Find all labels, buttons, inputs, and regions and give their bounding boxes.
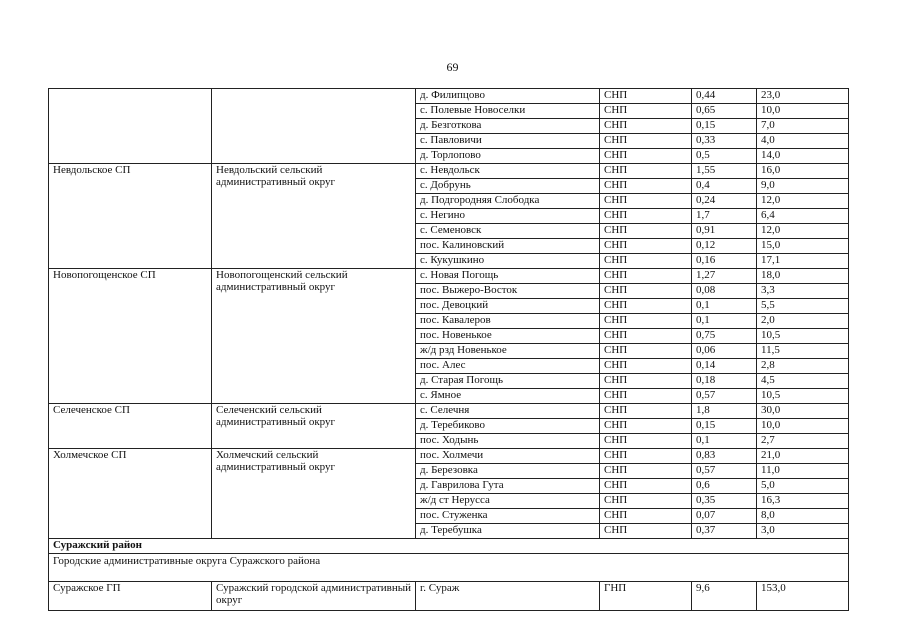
place-cell: д. Безготкова [416,119,600,134]
type-cell: СНП [600,149,692,164]
type-cell: СНП [600,284,692,299]
distance-cell: 9,0 [757,179,849,194]
type-cell: СНП [600,194,692,209]
area-cell: 0,12 [692,239,757,254]
type-cell: СНП [600,494,692,509]
area-cell: 0,1 [692,434,757,449]
place-cell: с. Невдольск [416,164,600,179]
section-title: Суражский район [49,539,849,554]
table-row [49,89,849,104]
place-cell: с. Негино [416,209,600,224]
place-cell: пос. Холмечи [416,449,600,464]
type-cell: СНП [600,179,692,194]
area-cell: 0,08 [692,284,757,299]
distance-cell: 15,0 [757,239,849,254]
type-cell: СНП [600,269,692,284]
settlement-name-cell: Суражское ГП [49,582,212,611]
place-cell: с. Новая Погощь [416,269,600,284]
distance-cell: 10,5 [757,389,849,404]
table-row [49,164,849,179]
area-cell: 0,33 [692,134,757,149]
type-cell: СНП [600,239,692,254]
settlement-name-cell: Новопогощенское СП [49,269,212,404]
place-cell: д. Старая Погощь [416,374,600,389]
type-cell: СНП [600,449,692,464]
distance-cell: 8,0 [757,509,849,524]
type-cell: СНП [600,359,692,374]
admin-okrug-cell: Холмечский сельский административный округ [212,449,416,539]
type-cell: СНП [600,524,692,539]
type-cell: СНП [600,164,692,179]
distance-cell: 2,7 [757,434,849,449]
distance-cell: 30,0 [757,404,849,419]
type-cell: СНП [600,224,692,239]
distance-cell: 12,0 [757,194,849,209]
settlement-name-cell: Невдольское СП [49,164,212,269]
area-cell: 9,6 [692,582,757,611]
admin-okrug-cell: Невдольский сельский административный округ [212,164,416,269]
area-cell: 0,91 [692,224,757,239]
place-cell: с. Кукушкино [416,254,600,269]
place-cell: пос. Стуженка [416,509,600,524]
table-row [49,404,849,419]
distance-cell: 11,5 [757,344,849,359]
place-cell: с. Павловичи [416,134,600,149]
type-cell: ГНП [600,582,692,611]
place-cell: д. Филипцово [416,89,600,104]
type-cell: СНП [600,299,692,314]
distance-cell: 12,0 [757,224,849,239]
settlement-name-cell [49,89,212,164]
distance-cell: 10,5 [757,329,849,344]
distance-cell: 16,3 [757,494,849,509]
type-cell: СНП [600,89,692,104]
subsection-title: Городские административные округа Суражского района [49,554,849,582]
distance-cell: 2,0 [757,314,849,329]
distance-cell: 16,0 [757,164,849,179]
area-cell: 0,16 [692,254,757,269]
distance-cell: 7,0 [757,119,849,134]
area-cell: 0,75 [692,329,757,344]
place-cell: д. Березовка [416,464,600,479]
distance-cell: 5,5 [757,299,849,314]
place-cell: ж/д ст Нерусса [416,494,600,509]
area-cell: 0,6 [692,479,757,494]
area-cell: 0,07 [692,509,757,524]
type-cell: СНП [600,119,692,134]
place-cell: пос. Новенькое [416,329,600,344]
type-cell: СНП [600,464,692,479]
type-cell: СНП [600,344,692,359]
area-cell: 0,4 [692,179,757,194]
type-cell: СНП [600,104,692,119]
distance-cell: 3,0 [757,524,849,539]
area-cell: 0,57 [692,389,757,404]
place-cell: ж/д рзд Новенькое [416,344,600,359]
place-cell: с. Селечня [416,404,600,419]
area-cell: 1,8 [692,404,757,419]
distance-cell: 153,0 [757,582,849,611]
area-cell: 0,65 [692,104,757,119]
area-cell: 0,18 [692,374,757,389]
area-cell: 1,55 [692,164,757,179]
area-cell: 0,37 [692,524,757,539]
distance-cell: 11,0 [757,464,849,479]
settlement-name-cell: Селеченское СП [49,404,212,449]
settlement-name-cell: Холмечское СП [49,449,212,539]
distance-cell: 21,0 [757,449,849,464]
area-cell: 0,15 [692,419,757,434]
place-cell: с. Полевые Новоселки [416,104,600,119]
table-row [49,269,849,284]
page-number: 69 [446,60,459,74]
distance-cell: 6,4 [757,209,849,224]
area-cell: 0,14 [692,359,757,374]
distance-cell: 23,0 [757,89,849,104]
area-cell: 0,1 [692,299,757,314]
area-cell: 0,5 [692,149,757,164]
distance-cell: 2,8 [757,359,849,374]
admin-okrug-cell: Селеченский сельский административный округ [212,404,416,449]
place-cell: пос. Выжеро-Восток [416,284,600,299]
place-cell: д. Гаврилова Гута [416,479,600,494]
place-cell: пос. Калиновский [416,239,600,254]
distance-cell: 18,0 [757,269,849,284]
type-cell: СНП [600,209,692,224]
area-cell: 0,06 [692,344,757,359]
distance-cell: 4,5 [757,374,849,389]
place-cell: пос. Ходынь [416,434,600,449]
place-cell: д. Теребушка [416,524,600,539]
place-cell: с. Ямное [416,389,600,404]
area-cell: 1,27 [692,269,757,284]
area-cell: 0,15 [692,119,757,134]
distance-cell: 17,1 [757,254,849,269]
type-cell: СНП [600,254,692,269]
admin-okrug-cell: Суражский городской административный округ [212,582,416,611]
distance-cell: 10,0 [757,419,849,434]
settlements-table [48,88,849,611]
place-cell: с. Семеновск [416,224,600,239]
area-cell: 0,83 [692,449,757,464]
type-cell: СНП [600,314,692,329]
type-cell: СНП [600,509,692,524]
place-cell: д. Торлопово [416,149,600,164]
area-cell: 1,7 [692,209,757,224]
place-cell: г. Сураж [416,582,600,611]
distance-cell: 3,3 [757,284,849,299]
distance-cell: 5,0 [757,479,849,494]
place-cell: д. Теребиково [416,419,600,434]
area-cell: 0,57 [692,464,757,479]
type-cell: СНП [600,389,692,404]
place-cell: пос. Алес [416,359,600,374]
type-cell: СНП [600,374,692,389]
distance-cell: 4,0 [757,134,849,149]
subsection-row [49,554,849,582]
section-row [49,539,849,554]
table-row [49,449,849,464]
area-cell: 0,44 [692,89,757,104]
admin-okrug-cell [212,89,416,164]
type-cell: СНП [600,434,692,449]
place-cell: пос. Девоцкий [416,299,600,314]
distance-cell: 10,0 [757,104,849,119]
place-cell: д. Подгородняя Слободка [416,194,600,209]
type-cell: СНП [600,479,692,494]
settlements-table-body [49,89,849,611]
type-cell: СНП [600,404,692,419]
type-cell: СНП [600,329,692,344]
place-cell: пос. Кавалеров [416,314,600,329]
area-cell: 0,35 [692,494,757,509]
table-row [49,582,849,611]
place-cell: с. Добрунь [416,179,600,194]
admin-okrug-cell: Новопогощенский сельский административный округ [212,269,416,404]
type-cell: СНП [600,134,692,149]
area-cell: 0,24 [692,194,757,209]
type-cell: СНП [600,419,692,434]
distance-cell: 14,0 [757,149,849,164]
area-cell: 0,1 [692,314,757,329]
